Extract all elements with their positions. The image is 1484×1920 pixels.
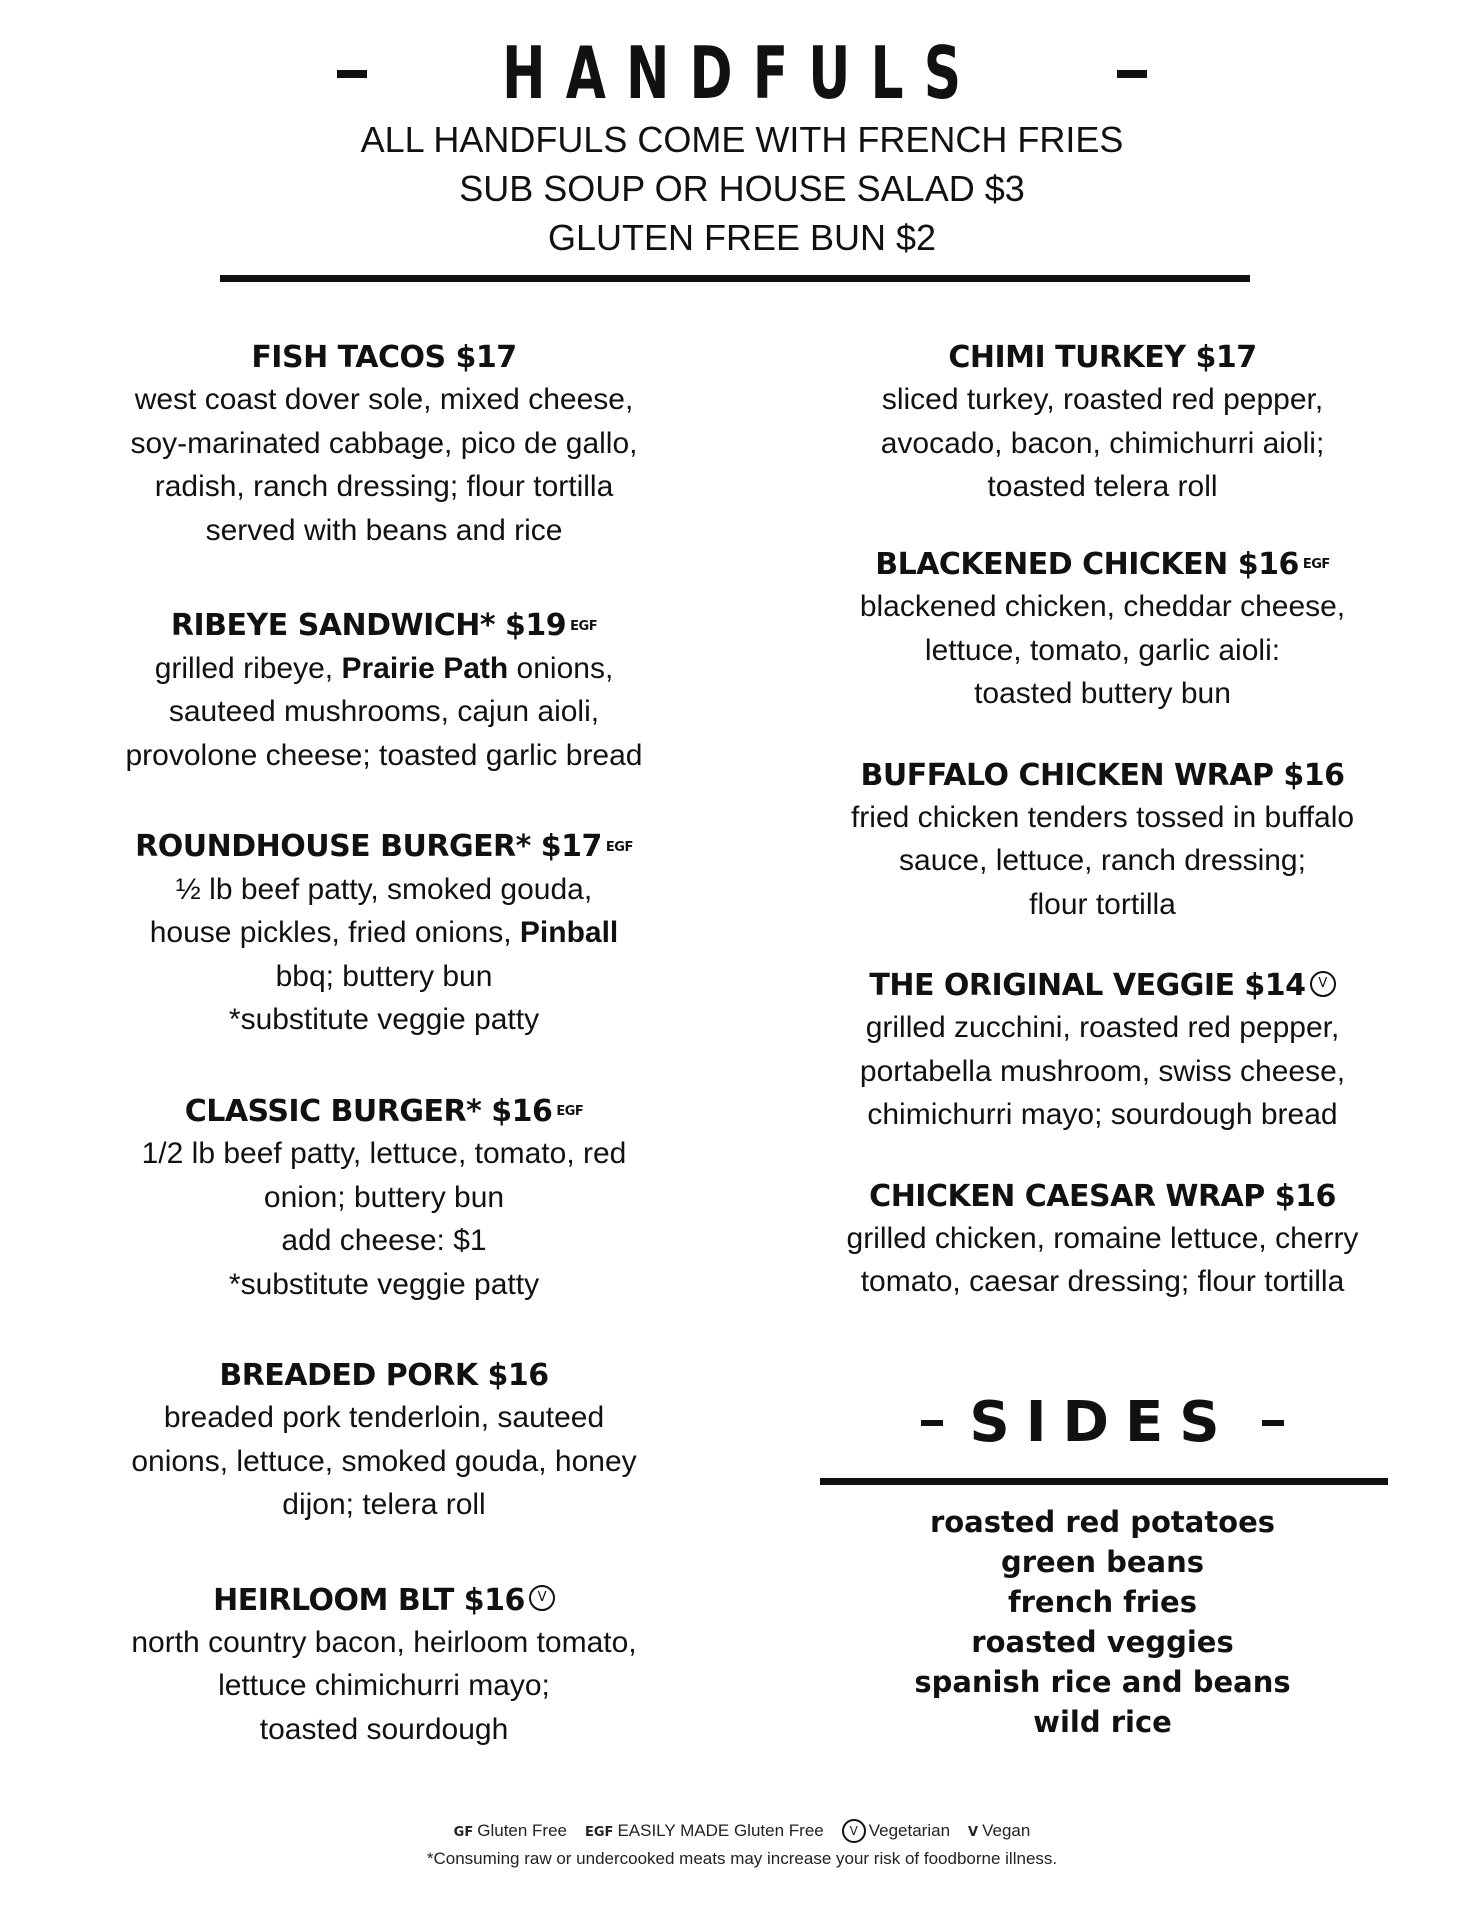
item-name: BUFFALO CHICKEN WRAP $16 (860, 757, 1345, 793)
side-item: spanish rice and beans (914, 1665, 1291, 1699)
item-description (830, 1217, 1375, 1304)
item-name-row (105, 1581, 663, 1621)
item-description (830, 796, 1375, 927)
description-line: north country bacon, heirloom tomato, (131, 1625, 637, 1659)
item-name-row (830, 966, 1375, 1006)
egf-badge: EGF (605, 839, 633, 855)
item-name: HEIRLOOM BLT $16 (213, 1582, 525, 1618)
description-line: bbq; buttery bun (275, 959, 493, 993)
item-name: THE ORIGINAL VEGGIE $14 (869, 968, 1306, 1003)
brand-name: Pinball (519, 916, 619, 949)
description-line: tomato, caesar dressing; flour tortilla (860, 1265, 1345, 1298)
title-dash-left (337, 70, 367, 78)
description-line: sauce, lettuce, ranch dressing; (899, 844, 1306, 877)
sides-list (830, 1502, 1375, 1742)
item-description (105, 1132, 663, 1306)
description-line: lettuce, tomato, garlic aioli: (924, 633, 1281, 667)
description-line: served with beans and rice (205, 513, 563, 547)
menu-column-right (830, 338, 1375, 1304)
item-description (105, 378, 663, 552)
item-description (830, 1006, 1375, 1137)
description-line: ½ lb beef patty, smoked gouda, (175, 872, 593, 906)
description-line: west coast dover sole, mixed cheese, (134, 383, 634, 416)
description-line: radish, ranch dressing; flour tortilla (154, 470, 614, 503)
item-name: ROUNDHOUSE BURGER* $17 (135, 829, 602, 864)
gf-code: GF (453, 1825, 474, 1840)
description-line: avocado, bacon, chimichurri aioli; (880, 426, 1325, 460)
subtitle-line: SUB SOUP OR HOUSE SALAD $3 (459, 168, 1025, 209)
header-divider (220, 275, 1250, 282)
description-line: grilled zucchini, roasted red pepper, (865, 1011, 1340, 1044)
menu-item (830, 338, 1375, 509)
description-line: toasted telera roll (987, 470, 1218, 503)
subtitle-line: ALL HANDFULS COME WITH FRENCH FRIES (360, 119, 1124, 160)
title-dash-right (1117, 70, 1147, 78)
description-line: provolone cheese; toasted garlic bread (125, 738, 643, 772)
description-line: onion; buttery bun (263, 1180, 505, 1214)
side-item: roasted veggies (971, 1625, 1234, 1659)
item-name-row (105, 606, 663, 647)
egf-badge: EGF (1302, 557, 1330, 572)
brand-name: Prairie Path (341, 651, 509, 685)
side-item: roasted red potatoes (929, 1505, 1276, 1539)
side-item: green beans (1000, 1545, 1205, 1579)
page-title (0, 28, 1484, 118)
sides-title (830, 1388, 1375, 1458)
description-line: toasted buttery bun (974, 677, 1231, 710)
menu-item (105, 338, 663, 552)
side-item: wild rice (1033, 1705, 1172, 1739)
item-description (830, 585, 1375, 716)
item-name: BREADED PORK $16 (219, 1358, 549, 1393)
menu-item (830, 756, 1375, 927)
item-name: CLASSIC BURGER* $16 (184, 1093, 553, 1129)
vegetarian-icon: V (529, 1585, 555, 1611)
disclaimer: *Consuming raw or undercooked meats may increase your risk of foodborne illness. (426, 1849, 1058, 1868)
description-line: grilled ribeye, Prairie Path onions, (154, 651, 614, 685)
menu-item (830, 1177, 1375, 1304)
item-name: CHIMI TURKEY $17 (948, 340, 1257, 375)
description-line: house pickles, fried onions, Pinball (149, 916, 619, 949)
menu-item (830, 966, 1375, 1137)
description-line: add cheese: $1 (281, 1224, 487, 1257)
vegan-label: Vegan (982, 1821, 1031, 1840)
description-line: blackened chicken, cheddar cheese, (859, 590, 1346, 623)
description-line: sliced turkey, roasted red pepper, (881, 383, 1324, 416)
vegan-code: V (968, 1825, 979, 1840)
description-line: sauteed mushrooms, cajun aioli, (168, 695, 600, 728)
item-description (105, 868, 663, 1042)
vegetarian-icon: V (842, 1819, 866, 1843)
item-name-row (105, 827, 663, 868)
item-name: BLACKENED CHICKEN $16 (875, 546, 1299, 582)
description-line: breaded pork tenderloin, sauteed (163, 1401, 605, 1434)
gf-label: Gluten Free (477, 1821, 567, 1840)
description-line: toasted sourdough (259, 1712, 509, 1746)
dietary-legend (0, 1818, 1484, 1845)
menu-column-left (105, 338, 663, 1751)
title-dash-left (921, 1420, 943, 1426)
description-line: onions, lettuce, smoked gouda, honey (131, 1444, 637, 1478)
menu-item (105, 827, 663, 1042)
egf-code: EGF (585, 1825, 614, 1840)
item-name-row (105, 1092, 663, 1133)
egf-badge: EGF (556, 1104, 584, 1119)
description-line: chimichurri mayo; sourdough bread (867, 1098, 1338, 1131)
egf-label: EASILY MADE Gluten Free (617, 1821, 824, 1840)
egf-badge: EGF (570, 618, 598, 634)
subtitles (0, 115, 1484, 262)
subtitle-line: GLUTEN FREE BUN $2 (547, 217, 937, 258)
title-text: HANDFULS (502, 31, 982, 115)
description-line: flour tortilla (1029, 887, 1176, 921)
description-line: *substitute veggie patty (228, 1003, 540, 1036)
menu-item (105, 1092, 663, 1307)
item-description (830, 378, 1375, 509)
menu-item (105, 1356, 663, 1527)
description-line: fried chicken tenders tossed in buffalo (850, 800, 1355, 834)
description-line: *substitute veggie patty (228, 1267, 540, 1301)
title-dash-right (1262, 1420, 1284, 1426)
sides-title-text: SIDES (969, 1390, 1236, 1455)
item-description (105, 1396, 663, 1527)
item-name-row (830, 545, 1375, 586)
menu-item (105, 606, 663, 777)
description-line: portabella mushroom, swiss cheese, (859, 1054, 1346, 1088)
menu-item (830, 545, 1375, 716)
side-item: french fries (1008, 1585, 1197, 1619)
item-description (105, 647, 663, 778)
description-line: 1/2 lb beef patty, lettuce, tomato, red (141, 1137, 627, 1170)
item-description (105, 1621, 663, 1752)
description-line: grilled chicken, romaine lettuce, cherry (846, 1221, 1359, 1255)
sides-divider (820, 1478, 1388, 1485)
item-name: CHICKEN CAESAR WRAP $16 (869, 1178, 1336, 1214)
vegetarian-icon: V (1310, 971, 1336, 997)
description-line: lettuce chimichurri mayo; (218, 1669, 550, 1702)
menu-item (105, 1581, 663, 1752)
description-line: dijon; telera roll (282, 1488, 486, 1521)
item-name: RIBEYE SANDWICH* $19 (170, 608, 567, 643)
vegetarian-label: Vegetarian (868, 1821, 951, 1840)
description-line: soy-marinated cabbage, pico de gallo, (130, 426, 638, 460)
item-name: FISH TACOS $17 (251, 340, 517, 375)
